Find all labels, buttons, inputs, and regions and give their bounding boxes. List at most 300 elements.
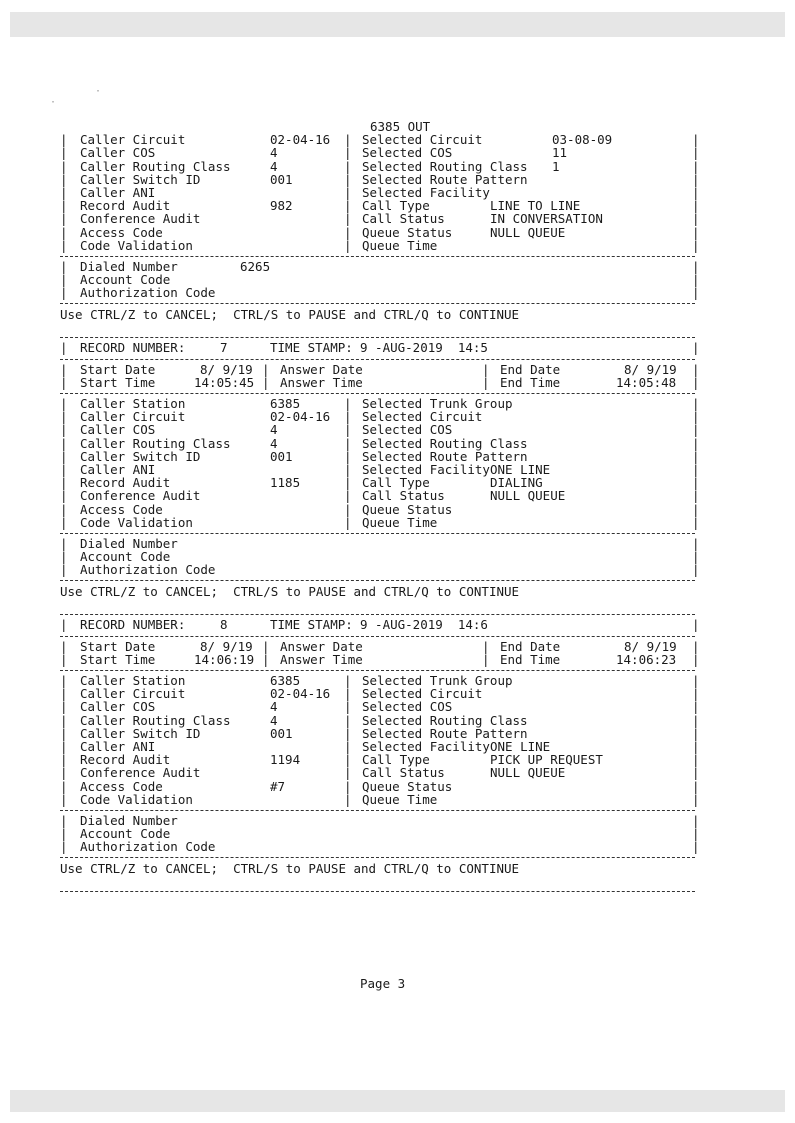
column-separator: | xyxy=(344,422,352,438)
column-separator: | xyxy=(344,448,352,464)
call-record xyxy=(60,600,700,877)
selected-field-label: Call Status xyxy=(362,488,445,504)
selected-field-label: Selected Circuit xyxy=(362,686,483,702)
column-separator: | xyxy=(344,171,352,187)
column-separator: | xyxy=(692,535,700,551)
column-separator: | xyxy=(692,361,700,377)
end-date-value: 8/ 9/19 xyxy=(624,361,677,377)
selected-field-label: Selected COS xyxy=(362,422,453,438)
column-separator: | xyxy=(344,673,352,688)
column-separator: | xyxy=(60,562,68,578)
column-separator: | xyxy=(692,752,700,768)
bottom-field-value: 6265 xyxy=(240,258,271,274)
column-separator: | xyxy=(60,132,68,148)
column-separator: | xyxy=(692,461,700,477)
bottom-field-row xyxy=(60,563,700,576)
caller-field-value: 6385 xyxy=(270,673,301,688)
divider xyxy=(60,853,700,861)
column-separator: | xyxy=(344,435,352,451)
record-number-label: RECORD NUMBER: xyxy=(80,340,186,356)
bottom-field-label: Authorization Code xyxy=(80,839,216,855)
bottom-field-row xyxy=(60,286,700,299)
divider xyxy=(60,887,700,895)
detail-row xyxy=(60,516,700,529)
bottom-field-label: Dialed Number xyxy=(80,535,178,551)
column-separator: | xyxy=(692,211,700,227)
detail-row xyxy=(60,437,700,450)
caller-field-label: Record Audit xyxy=(80,752,171,768)
column-separator: | xyxy=(262,361,270,377)
caller-field-value: 4 xyxy=(270,422,278,438)
divider xyxy=(60,632,700,640)
start-date-value: 8/ 9/19 xyxy=(200,361,253,377)
column-separator: | xyxy=(692,765,700,781)
caller-field-label: Code Validation xyxy=(80,514,193,530)
scan-speck: · xyxy=(50,97,57,108)
detail-row xyxy=(60,173,700,186)
column-separator: | xyxy=(344,778,352,794)
scan-speck: · xyxy=(95,86,102,97)
column-separator: | xyxy=(482,638,490,654)
column-separator: | xyxy=(692,198,700,214)
column-separator: | xyxy=(344,699,352,715)
selected-field-label: Call Status xyxy=(362,211,445,227)
detail-row xyxy=(60,239,700,252)
caller-field-label: Caller Station xyxy=(80,673,186,688)
caller-field-value: 4 xyxy=(270,158,278,174)
caller-field-value: 02-04-16 xyxy=(270,409,331,425)
call-record xyxy=(60,323,700,600)
column-separator: | xyxy=(344,475,352,491)
column-separator: | xyxy=(692,617,700,633)
bottom-field-label: Account Code xyxy=(80,549,171,565)
column-separator: | xyxy=(344,224,352,240)
column-separator: | xyxy=(344,461,352,477)
column-separator: | xyxy=(60,738,68,754)
selected-field-label: Selected Facility xyxy=(362,184,490,200)
detail-row xyxy=(60,766,700,779)
column-separator: | xyxy=(692,638,700,654)
column-separator: | xyxy=(344,514,352,530)
column-separator: | xyxy=(344,488,352,504)
bottom-field-label: Authorization Code xyxy=(80,562,216,578)
partial-detail-rows xyxy=(60,133,700,252)
column-separator: | xyxy=(60,171,68,187)
selected-field-label: Selected Routing Class xyxy=(362,158,528,174)
divider xyxy=(60,576,700,584)
column-separator: | xyxy=(60,514,68,530)
column-separator: | xyxy=(482,374,490,390)
column-separator: | xyxy=(692,258,700,274)
column-separator: | xyxy=(60,461,68,477)
selected-field-value: 1 xyxy=(552,158,560,174)
end-time-value: 14:06:23 xyxy=(616,651,677,667)
column-separator: | xyxy=(60,488,68,504)
selected-field-label: Call Type xyxy=(362,752,430,768)
column-separator: | xyxy=(692,272,700,288)
scan-edge-top xyxy=(10,12,785,37)
column-separator: | xyxy=(692,448,700,464)
column-separator: | xyxy=(482,651,490,667)
time-stamp-value: 9 -AUG-2019 14:6 xyxy=(360,617,488,633)
caller-field-label: Code Validation xyxy=(80,791,193,807)
column-separator: | xyxy=(60,638,68,654)
column-separator: | xyxy=(344,712,352,728)
selected-field-label: Call Type xyxy=(362,198,430,214)
detail-row xyxy=(60,489,700,502)
column-separator: | xyxy=(60,448,68,464)
end-time-label: End Time xyxy=(500,374,561,390)
bottom-field-label: Account Code xyxy=(80,272,171,288)
column-separator: | xyxy=(60,237,68,253)
column-separator: | xyxy=(60,617,68,633)
caller-field-value: 4 xyxy=(270,699,278,715)
selected-field-label: Queue Status xyxy=(362,501,453,517)
date-row xyxy=(60,640,700,653)
column-separator: | xyxy=(692,285,700,301)
bottom-field-label: Account Code xyxy=(80,826,171,842)
selected-field-value: LINE TO LINE xyxy=(490,198,581,214)
caller-field-value: 1185 xyxy=(270,475,301,491)
column-separator: | xyxy=(692,826,700,842)
start-time-label: Start Time xyxy=(80,651,156,667)
column-separator: | xyxy=(692,562,700,578)
column-separator: | xyxy=(60,374,68,390)
column-separator: | xyxy=(60,184,68,200)
column-separator: | xyxy=(60,272,68,288)
bottom-field-label: Dialed Number xyxy=(80,812,178,828)
caller-field-label: Caller Switch ID xyxy=(80,448,201,464)
column-separator: | xyxy=(344,725,352,741)
caller-field-label: Access Code xyxy=(80,224,163,240)
column-separator: | xyxy=(692,409,700,425)
selected-field-value: DIALING xyxy=(490,475,543,491)
selected-field-label: Selected Facility xyxy=(362,738,490,754)
column-separator: | xyxy=(60,158,68,174)
selected-field-label: Selected Route Pattern xyxy=(362,448,528,464)
column-separator: | xyxy=(344,752,352,768)
selected-field-label: Call Type xyxy=(362,475,430,491)
column-separator: | xyxy=(60,145,68,161)
column-separator: | xyxy=(60,839,68,855)
column-separator: | xyxy=(60,396,68,411)
record-number-value: 8 xyxy=(220,617,228,633)
column-separator: | xyxy=(692,839,700,855)
caller-field-value: #7 xyxy=(270,778,286,794)
column-separator: | xyxy=(60,725,68,741)
caller-field-label: Conference Audit xyxy=(80,211,201,227)
column-separator: | xyxy=(692,237,700,253)
command-line: Use CTRL/Z to CANCEL; CTRL/S to PAUSE and CTRL/Q to CONTINUE xyxy=(60,861,520,877)
divider xyxy=(60,299,700,307)
time-stamp-label: TIME STAMP: xyxy=(270,340,353,356)
column-separator: | xyxy=(60,752,68,768)
end-time-value: 14:05:48 xyxy=(616,374,677,390)
column-separator: | xyxy=(60,549,68,565)
column-separator: | xyxy=(60,211,68,227)
selected-field-label: Queue Time xyxy=(362,237,438,253)
column-separator: | xyxy=(692,651,700,667)
column-separator: | xyxy=(692,396,700,411)
caller-field-value: 001 xyxy=(270,171,293,187)
selected-field-label: Selected Trunk Group xyxy=(362,396,513,411)
caller-field-label: Caller Circuit xyxy=(80,132,186,148)
detail-row xyxy=(60,780,700,793)
column-separator: | xyxy=(344,501,352,517)
selected-field-label: Queue Time xyxy=(362,514,438,530)
time-row xyxy=(60,376,700,389)
detail-row xyxy=(60,727,700,740)
column-separator: | xyxy=(60,422,68,438)
selected-field-value: PICK UP REQUEST xyxy=(490,752,603,768)
column-separator: | xyxy=(692,778,700,794)
column-separator: | xyxy=(344,211,352,227)
column-separator: | xyxy=(60,686,68,702)
detail-row xyxy=(60,160,700,173)
column-separator: | xyxy=(60,778,68,794)
column-separator: | xyxy=(692,738,700,754)
detail-row xyxy=(60,226,700,239)
selected-field-value: 11 xyxy=(552,145,568,161)
start-date-value: 8/ 9/19 xyxy=(200,638,253,654)
caller-field-value: 6385 xyxy=(270,396,301,411)
caller-field-label: Caller COS xyxy=(80,422,156,438)
start-time-label: Start Time xyxy=(80,374,156,390)
caller-field-value: 1194 xyxy=(270,752,301,768)
selected-field-label: Call Status xyxy=(362,765,445,781)
record-number-value: 7 xyxy=(220,340,228,356)
column-separator: | xyxy=(60,435,68,451)
end-date-label: End Date xyxy=(500,361,561,377)
selected-field-label: Selected Trunk Group xyxy=(362,673,513,688)
start-date-label: Start Date xyxy=(80,638,156,654)
column-separator: | xyxy=(60,826,68,842)
selected-field-value: NULL QUEUE xyxy=(490,224,566,240)
selected-field-label: Selected Circuit xyxy=(362,409,483,425)
selected-field-label: Queue Status xyxy=(362,224,453,240)
start-date-label: Start Date xyxy=(80,361,156,377)
detail-row xyxy=(60,423,700,436)
detail-row xyxy=(60,503,700,516)
caller-field-label: Caller Circuit xyxy=(80,686,186,702)
call-record-printout xyxy=(60,120,700,895)
column-separator: | xyxy=(60,765,68,781)
caller-field-label: Caller COS xyxy=(80,699,156,715)
column-separator: | xyxy=(692,712,700,728)
column-separator: | xyxy=(692,171,700,187)
column-separator: | xyxy=(692,340,700,356)
column-separator: | xyxy=(344,198,352,214)
column-separator: | xyxy=(692,184,700,200)
selected-field-value: NULL QUEUE xyxy=(490,765,566,781)
answer-time-label: Answer Time xyxy=(280,374,363,390)
column-separator: | xyxy=(692,145,700,161)
caller-field-label: Caller COS xyxy=(80,145,156,161)
selected-field-label: Selected Route Pattern xyxy=(362,725,528,741)
column-separator: | xyxy=(60,258,68,274)
column-separator: | xyxy=(692,812,700,828)
answer-date-label: Answer Date xyxy=(280,361,363,377)
column-separator: | xyxy=(692,514,700,530)
selected-field-label: Selected COS xyxy=(362,699,453,715)
caller-field-label: Caller ANI xyxy=(80,738,156,754)
time-stamp-value: 9 -AUG-2019 14:5 xyxy=(360,340,488,356)
column-separator: | xyxy=(60,198,68,214)
start-time-value: 14:05:45 xyxy=(194,374,255,390)
column-separator: | xyxy=(60,224,68,240)
column-separator: | xyxy=(344,158,352,174)
command-line: Use CTRL/Z to CANCEL; CTRL/S to PAUSE and CTRL/Q to CONTINUE xyxy=(60,584,520,600)
column-separator: | xyxy=(692,132,700,148)
column-separator: | xyxy=(344,237,352,253)
caller-field-value: 001 xyxy=(270,448,293,464)
column-separator: | xyxy=(692,699,700,715)
column-separator: | xyxy=(60,812,68,828)
selected-field-value: ONE LINE xyxy=(490,461,551,477)
selected-field-label: Selected Routing Class xyxy=(362,435,528,451)
column-separator: | xyxy=(344,409,352,425)
caller-field-label: Record Audit xyxy=(80,198,171,214)
caller-field-label: Caller ANI xyxy=(80,184,156,200)
column-separator: | xyxy=(344,738,352,754)
caller-field-label: Caller Routing Class xyxy=(80,712,231,728)
detail-row xyxy=(60,146,700,159)
caller-field-label: Code Validation xyxy=(80,237,193,253)
selected-field-label: Selected Routing Class xyxy=(362,712,528,728)
selected-field-value: 03-08-09 xyxy=(552,132,613,148)
detail-row xyxy=(60,450,700,463)
column-separator: | xyxy=(482,361,490,377)
detail-row xyxy=(60,700,700,713)
column-separator: | xyxy=(60,361,68,377)
column-separator: | xyxy=(60,712,68,728)
column-separator: | xyxy=(344,132,352,148)
scan-edge-bottom xyxy=(10,1090,785,1112)
caller-field-value: 4 xyxy=(270,435,278,451)
selected-field-label: Queue Status xyxy=(362,778,453,794)
spacer xyxy=(60,877,700,887)
record-number-label: RECORD NUMBER: xyxy=(80,617,186,633)
selected-field-value: IN CONVERSATION xyxy=(490,211,603,227)
caller-field-label: Caller Station xyxy=(80,396,186,411)
column-separator: | xyxy=(344,791,352,807)
time-stamp-label: TIME STAMP: xyxy=(270,617,353,633)
bottom-field-row xyxy=(60,840,700,853)
column-separator: | xyxy=(692,501,700,517)
partial-record xyxy=(60,120,700,323)
caller-field-label: Caller Switch ID xyxy=(80,171,201,187)
caller-field-value: 001 xyxy=(270,725,293,741)
selected-field-label: Selected COS xyxy=(362,145,453,161)
caller-field-label: Conference Audit xyxy=(80,765,201,781)
column-separator: | xyxy=(344,686,352,702)
column-separator: | xyxy=(692,549,700,565)
detail-row xyxy=(60,714,700,727)
column-separator: | xyxy=(692,435,700,451)
answer-time-label: Answer Time xyxy=(280,651,363,667)
caller-field-value: 02-04-16 xyxy=(270,686,331,702)
column-separator: | xyxy=(262,651,270,667)
selected-field-label: Queue Time xyxy=(362,791,438,807)
caller-field-value: 982 xyxy=(270,198,293,214)
column-separator: | xyxy=(60,673,68,688)
caller-field-label: Conference Audit xyxy=(80,488,201,504)
column-separator: | xyxy=(60,699,68,715)
caller-field-value: 02-04-16 xyxy=(270,132,331,148)
page-number: Page 3 xyxy=(360,976,406,991)
column-separator: | xyxy=(692,158,700,174)
column-separator: | xyxy=(344,184,352,200)
detail-row xyxy=(60,212,700,225)
partial-header-out: 6385 OUT xyxy=(370,119,431,134)
column-separator: | xyxy=(262,374,270,390)
column-separator: | xyxy=(692,488,700,504)
column-separator: | xyxy=(344,765,352,781)
selected-field-label: Selected Facility xyxy=(362,461,490,477)
caller-field-value: 4 xyxy=(270,145,278,161)
column-separator: | xyxy=(262,638,270,654)
column-separator: | xyxy=(692,791,700,807)
divider xyxy=(60,355,700,363)
time-row xyxy=(60,653,700,666)
column-separator: | xyxy=(60,535,68,551)
column-separator: | xyxy=(692,475,700,491)
column-separator: | xyxy=(692,224,700,240)
column-separator: | xyxy=(60,409,68,425)
end-date-label: End Date xyxy=(500,638,561,654)
column-separator: | xyxy=(344,145,352,161)
caller-field-label: Caller Switch ID xyxy=(80,725,201,741)
column-separator: | xyxy=(60,475,68,491)
column-separator: | xyxy=(60,501,68,517)
caller-field-label: Record Audit xyxy=(80,475,171,491)
column-separator: | xyxy=(692,686,700,702)
column-separator: | xyxy=(60,791,68,807)
command-line: Use CTRL/Z to CANCEL; CTRL/S to PAUSE and CTRL/Q to CONTINUE xyxy=(60,307,520,323)
selected-field-label: Selected Route Pattern xyxy=(362,171,528,187)
column-separator: | xyxy=(60,651,68,667)
records-container xyxy=(60,323,700,877)
selected-field-value: ONE LINE xyxy=(490,738,551,754)
caller-field-label: Caller Routing Class xyxy=(80,435,231,451)
column-separator: | xyxy=(692,725,700,741)
spacer xyxy=(60,600,700,610)
spacer xyxy=(60,323,700,333)
selected-field-value: NULL QUEUE xyxy=(490,488,566,504)
column-separator: | xyxy=(692,673,700,688)
column-separator: | xyxy=(344,396,352,411)
caller-field-label: Access Code xyxy=(80,501,163,517)
end-date-value: 8/ 9/19 xyxy=(624,638,677,654)
caller-field-value: 4 xyxy=(270,712,278,728)
column-separator: | xyxy=(692,374,700,390)
answer-date-label: Answer Date xyxy=(280,638,363,654)
start-time-value: 14:06:19 xyxy=(194,651,255,667)
caller-field-label: Access Code xyxy=(80,778,163,794)
record-header xyxy=(60,341,700,354)
column-separator: | xyxy=(60,340,68,356)
column-separator: | xyxy=(692,422,700,438)
end-time-label: End Time xyxy=(500,651,561,667)
partial-bottom-rows xyxy=(60,260,700,300)
column-separator: | xyxy=(60,285,68,301)
record-header xyxy=(60,618,700,631)
bottom-field-label: Dialed Number xyxy=(80,258,178,274)
caller-field-label: Caller Routing Class xyxy=(80,158,231,174)
selected-field-label: Selected Circuit xyxy=(362,132,483,148)
date-row xyxy=(60,363,700,376)
caller-field-label: Caller Circuit xyxy=(80,409,186,425)
